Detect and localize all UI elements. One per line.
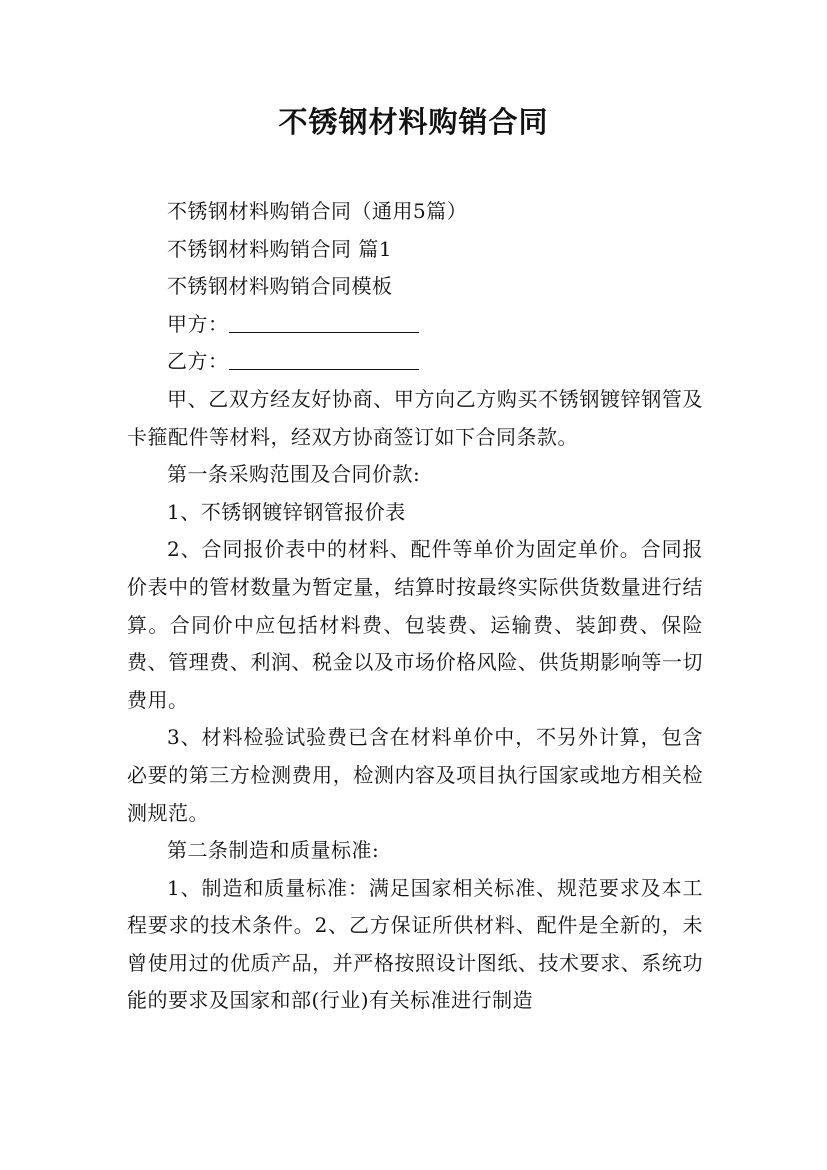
paragraph: 甲、乙双方经友好协商、甲方向乙方购买不锈钢镀锌钢管及卡箍配件等材料，经双方协商签订如下合同条款。	[127, 386, 703, 449]
section-heading: 第二条制造和质量标准:	[167, 838, 380, 863]
document-title: 不锈钢材料购销合同	[278, 105, 549, 139]
document-body	[127, 193, 703, 1020]
party-b-label: 乙方：	[167, 349, 229, 374]
party-b-line	[127, 343, 703, 381]
paragraph: 不锈钢材料购销合同（通用5篇）	[167, 199, 468, 223]
paragraph: 1、制造和质量标准：满足国家相关标准、规范要求及本工程要求的技术条件。2、乙方保证所供材料、配件是全新的，未曾使用过的优质产品，并严格按照设计图纸、技术要求、系统功能的要求及国家和部(行业)有关标准进行制造	[127, 875, 703, 1013]
paragraph: 2、合同报价表中的材料、配件等单价为固定单价。合同报价表中的管材数量为暂定量，结算时按最终实际供货数量进行结算。合同价中应包括材料费、包装费、运输费、装卸费、保险费、管理费、利润、税金以及市场价格风险、供货期影响等一切费用。	[127, 537, 703, 712]
paragraph: 不锈钢材料购销合同模板	[167, 274, 393, 299]
paragraph: 不锈钢材料购销合同 篇1	[167, 236, 393, 261]
party-b-blank	[229, 347, 419, 370]
paragraph: 1、不锈钢镀锌钢管报价表	[167, 499, 406, 524]
party-a-blank	[229, 310, 419, 333]
party-a-label: 甲方：	[167, 311, 229, 336]
party-a-line	[127, 306, 703, 344]
paragraph: 3、材料检验试验费已含在材料单价中，不另外计算，包含必要的第三方检测费用，检测内容及项目执行国家或地方相关检测规范。	[127, 725, 703, 825]
section-heading: 第一条采购范围及合同价款:	[167, 462, 421, 487]
